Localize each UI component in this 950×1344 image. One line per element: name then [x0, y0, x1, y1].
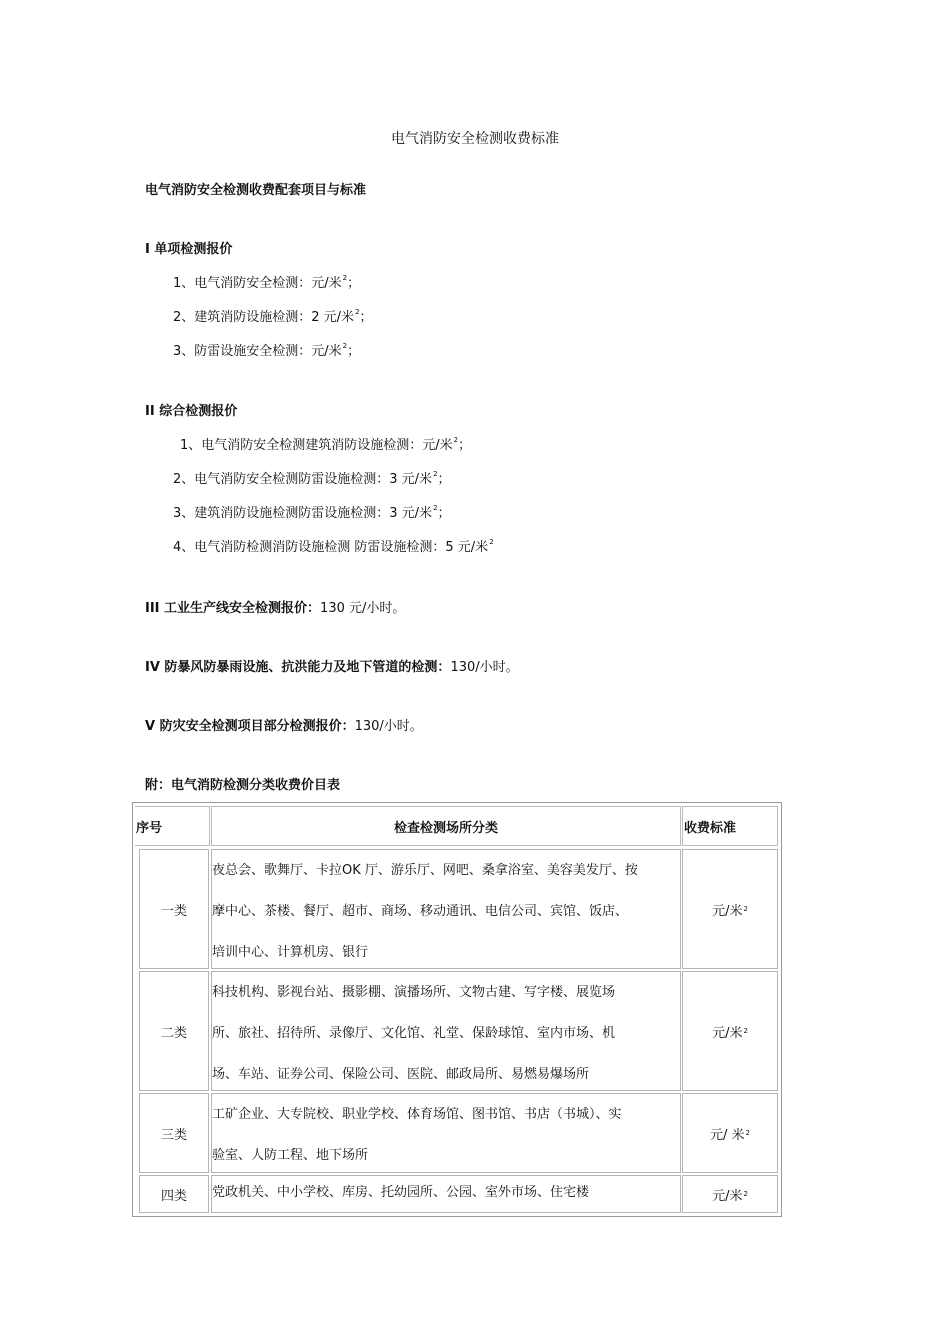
line-storm: IV 防暴风防暴雨设施、抗洪能力及地下管道的检测：130/小时。 — [145, 660, 519, 675]
section-item: 1、电气消防安全检测建筑消防设施检测：元/米$^2$； — [180, 436, 472, 453]
section-item: 3、防雷设施安全检测：元/米$^2$； — [173, 342, 361, 359]
table-row-places: 夜总会、歌舞厅、卡拉OK 厅、游乐厅、网吧、桑拿浴室、美容美发厅、按 摩中心、茶楼、餐厅、超市、商场、移动通讯、电信公司、宾馆、饭店、 培训中心、计算机房、银行 — [211, 849, 681, 969]
section-heading-combined: II 综合检测报价 — [145, 404, 238, 419]
document-title: 电气消防安全检测收费标准 — [391, 131, 559, 147]
table-header-category: 检查检测场所分类 — [211, 806, 681, 846]
section-item: 1、电气消防安全检测：元/米$^2$； — [173, 274, 361, 291]
table-row-fee: 元/米 2 — [682, 971, 778, 1091]
table-row-fee: 元/米 2 — [682, 849, 778, 969]
table-row-class: 四类 — [139, 1175, 209, 1213]
table-header-fee: 收费标准 — [682, 806, 778, 846]
line-disaster: V 防灾安全检测项目部分检测报价：130/小时。 — [145, 719, 423, 734]
section-heading-single: I 单项检测报价 — [145, 242, 233, 257]
table-row-places: 党政机关、中小学校、库房、托幼园所、公园、室外市场、住宅楼 — [211, 1175, 681, 1213]
table-header-no: 序号 — [135, 806, 210, 846]
section-item: 4、电气消防检测消防设施检测 防雷设施检测：5 元/米$^2$ — [173, 538, 494, 555]
section-item: 2、建筑消防设施检测：2 元/米$^2$； — [173, 308, 373, 325]
line-industrial: III 工业生产线安全检测报价：130 元/小时。 — [145, 601, 406, 616]
table-row-places: 科技机构、影视台站、摄影棚、演播场所、文物古建、写字楼、展览场 所、旅社、招待所、录像厅、文化馆、礼堂、保龄球馆、室内市场、机 场、车站、证券公司、保险公司、医院、邮政局所、易燃易爆场所 — [211, 971, 681, 1091]
table-row-fee: 元/米 2 — [682, 1175, 778, 1213]
section-item: 3、建筑消防设施检测防雷设施检测：3 元/米$^2$； — [173, 504, 451, 521]
fee-table — [132, 802, 782, 1217]
table-row-class: 三类 — [139, 1093, 209, 1173]
appendix-title: 附：电气消防检测分类收费价目表 — [145, 778, 341, 793]
document-subtitle: 电气消防安全检测收费配套项目与标准 — [145, 183, 367, 198]
section-item: 2、电气消防安全检测防雷设施检测：3 元/米$^2$； — [173, 470, 451, 487]
table-row-class: 一类 — [139, 849, 209, 969]
table-row-places: 工矿企业、大专院校、职业学校、体育场馆、图书馆、书店（书城）、实 验室、人防工程、地下场所 — [211, 1093, 681, 1173]
table-row-class: 二类 — [139, 971, 209, 1091]
table-row-fee: 元/ 米 2 — [682, 1093, 778, 1173]
